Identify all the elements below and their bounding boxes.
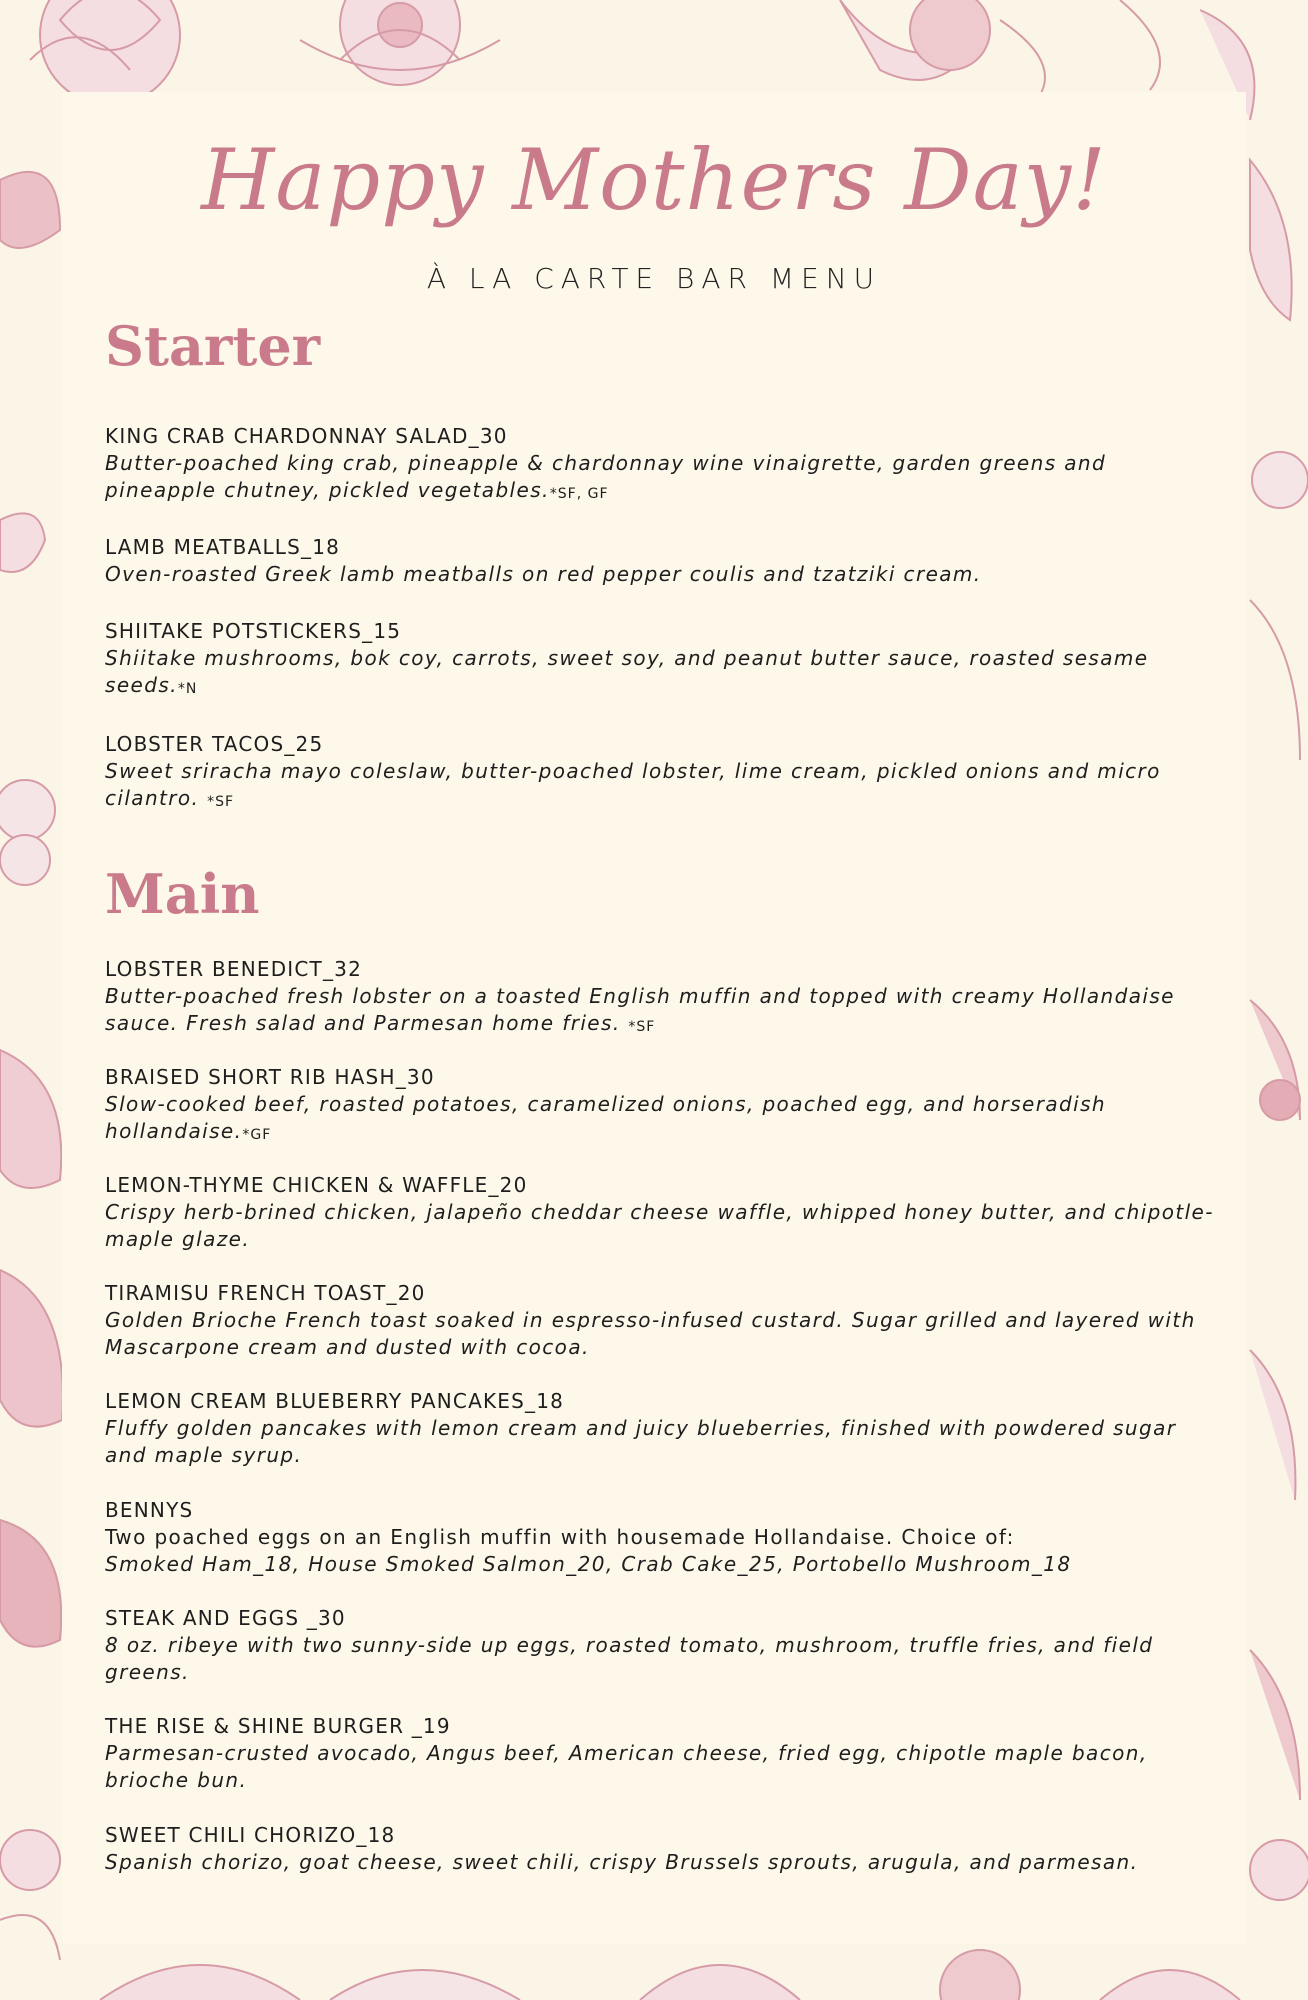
item-name: LEMON CREAM BLUEBERRY PANCAKES_18 [105,1389,565,1413]
item-name: SWEET CHILI CHORIZO_18 [105,1823,396,1847]
flower-left-top-icon [0,172,60,885]
menu-item [105,1387,1225,1469]
menu-title: Happy Mothers Day! [201,131,1107,229]
menu-item [105,1496,1225,1578]
menu-item [105,533,1225,588]
item-name: LOBSTER BENEDICT_32 [105,957,363,981]
flower-bottom-icon [100,1950,1240,2000]
flower-top-center-icon [300,0,500,85]
flower-right-icon [1250,160,1308,1900]
menu-item [105,617,1225,703]
item-description: 8 oz. ribeye with two sunny-side up eggs, roasted tomato, mushroom, truffle fries, and field greens. [105,1633,1154,1684]
menu-card [62,92,1246,1944]
item-description: Fluffy golden pancakes with lemon cream and juicy blueberries, finished with powdered sugar and maple syrup. [105,1416,1177,1467]
menu-item [105,1063,1225,1149]
menu-item [105,1604,1225,1686]
item-description: Two poached eggs on an English muffin with housemade Hollandaise. Choice of: [105,1525,1015,1549]
item-name: THE RISE & SHINE BURGER _19 [105,1714,451,1738]
menu-item [105,422,1225,508]
flower-top-left-icon [30,0,180,105]
item-description: Golden Brioche French toast soaked in espresso-infused custard. Sugar grilled and layered with Mascarpone cream and dusted with cocoa. [105,1308,1196,1359]
menu-subtitle: À LA CARTE BAR MENU [426,262,882,295]
flower-left-bottom-icon [0,1830,60,1960]
section-title-starter: Starter [105,314,321,378]
flower-left-middle-icon [0,1050,63,1647]
dietary-note: *N [177,681,198,697]
menu-item [105,1171,1225,1253]
menu-item [105,1279,1225,1361]
item-name: KING CRAB CHARDONNAY SALAD_30 [105,424,508,448]
menu-item [105,1712,1225,1794]
item-description: Spanish chorizo, goat cheese, sweet chili, crispy Brussels sprouts, arugula, and parmesan. [105,1850,1139,1874]
item-description: Crispy herb-brined chicken, jalapeño cheddar cheese waffle, whipped honey butter, and chipotle-maple glaze. [105,1200,1214,1251]
item-description: Oven-roasted Greek lamb meatballs on red pepper coulis and tzatziki cream. [105,562,982,586]
menu-item [105,955,1225,1041]
item-name: LEMON-THYME CHICKEN & WAFFLE_20 [105,1173,528,1197]
menu-item [105,1821,1225,1876]
item-description: Butter-poached fresh lobster on a toasted English muffin and topped with creamy Hollandaise sauce. Fresh salad and Parmesan home fries. *SF [105,984,1175,1035]
item-description: Parmesan-crusted avocado, Angus beef, American cheese, fried egg, chipotle maple bacon, brioche bun. [105,1741,1148,1792]
dietary-note: *GF [242,1127,272,1143]
item-description: Sweet sriracha mayo coleslaw, butter-poached lobster, lime cream, pickled onions and micro cilantro. *SF [105,759,1161,810]
dietary-note: *SF, GF [549,486,609,502]
item-name: LOBSTER TACOS_25 [105,732,324,756]
menu-item [105,730,1225,816]
item-name: BRAISED SHORT RIB HASH_30 [105,1065,435,1089]
item-name: BENNYS [105,1498,194,1522]
item-description: Butter-poached king crab, pineapple & chardonnay wine vinaigrette, garden greens and pineapple chutney, pickled vegetables.*SF, GF [105,451,1107,502]
dietary-note: *SF [207,794,235,810]
section-title-main: Main [105,862,260,926]
dietary-note: *SF [628,1019,656,1035]
item-name: LAMB MEATBALLS_18 [105,535,341,559]
item-name: TIRAMISU FRENCH TOAST_20 [105,1281,426,1305]
item-description: Slow-cooked beef, roasted potatoes, caramelized onions, poached egg, and horseradish hollandaise.*GF [105,1092,1106,1143]
item-description: Shiitake mushrooms, bok coy, carrots, sweet soy, and peanut butter sauce, roasted sesame seeds.*N [105,646,1149,697]
item-name: SHIITAKE POTSTICKERS_15 [105,619,402,643]
item-name: STEAK AND EGGS _30 [105,1606,346,1630]
item-options: Smoked Ham_18, House Smoked Salmon_20, Crab Cake_25, Portobello Mushroom_18 [105,1552,1072,1576]
